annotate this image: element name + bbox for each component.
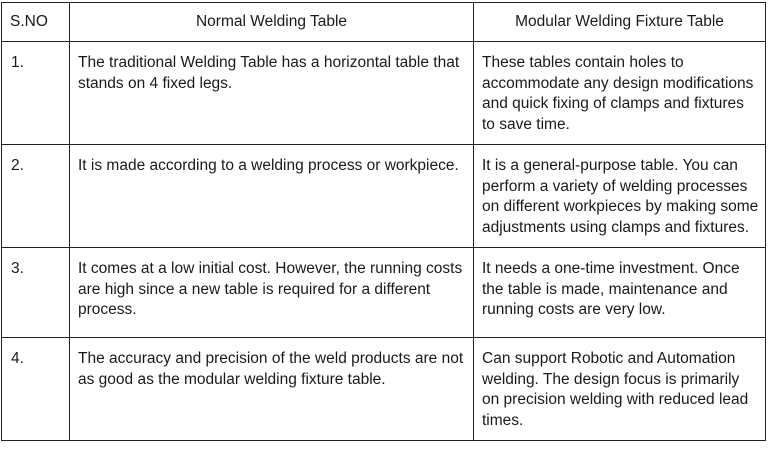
row-modular-cell: These tables contain holes to accommodate any design modifications and quick fixing of clamps and fixtures to save time.	[474, 42, 766, 145]
row-modular-cell: Can support Robotic and Automation welding. The design focus is primarily on precision welding with reduced lead times.	[474, 338, 766, 441]
table-row	[2, 145, 766, 248]
header-modular-welding-fixture-table: Modular Welding Fixture Table	[474, 3, 766, 42]
header-sno: S.NO	[2, 3, 70, 42]
row-normal-cell: It comes at a low initial cost. However, the running costs are high since a new table is required for a different process.	[70, 248, 474, 338]
row-modular-cell: It needs a one-time investment. Once the table is made, maintenance and running costs are very low.	[474, 248, 766, 338]
row-normal-cell: It is made according to a welding process or workpiece.	[70, 145, 474, 248]
row-modular-cell: It is a general-purpose table. You can perform a variety of welding processes on different workpieces by making some adjustments using clamps and fixtures.	[474, 145, 766, 248]
row-normal-cell: The accuracy and precision of the weld products are not as good as the modular welding fixture table.	[70, 338, 474, 441]
row-normal-cell: The traditional Welding Table has a horizontal table that stands on 4 fixed legs.	[70, 42, 474, 145]
comparison-table	[1, 2, 766, 441]
row-sno: 2.	[2, 145, 70, 248]
row-sno: 3.	[2, 248, 70, 338]
header-normal-welding-table: Normal Welding Table	[70, 3, 474, 42]
row-sno: 4.	[2, 338, 70, 441]
table-row	[2, 42, 766, 145]
row-sno: 1.	[2, 42, 70, 145]
header-row	[2, 3, 766, 42]
table-row	[2, 338, 766, 441]
table-row	[2, 248, 766, 338]
